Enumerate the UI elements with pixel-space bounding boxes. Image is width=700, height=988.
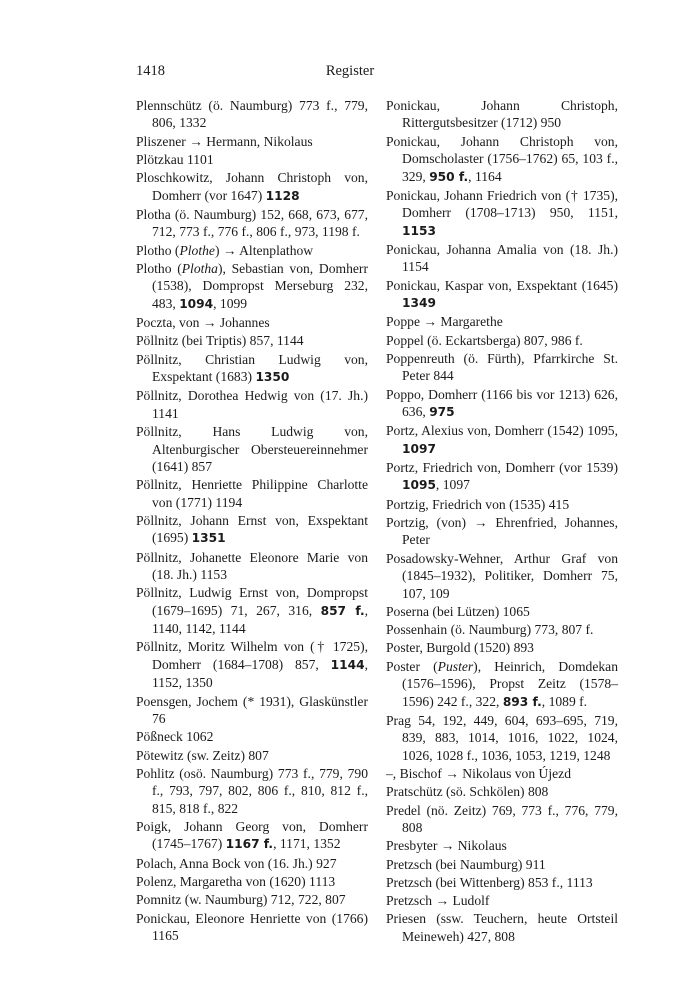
bold-page-ref: 1351 <box>191 531 226 546</box>
entry-text: Pötewitz (sw. Zeitz) 807 <box>136 747 269 763</box>
entry-text: Polach, Anna Bock von (16. Jh.) 927 <box>136 855 337 871</box>
entry-text: Poster ( <box>386 658 438 674</box>
index-entry <box>386 313 618 330</box>
entry-text: Polenz, Margaretha von (1620) 1113 <box>136 873 336 889</box>
bold-page-ref: 1144 <box>330 657 365 672</box>
index-entry <box>386 97 618 132</box>
entry-text: Poppel (ö. Eckartsberga) 807, 986 f. <box>386 332 583 348</box>
bold-page-ref: 1349 <box>402 296 436 311</box>
entry-text: Poppe → Margarethe <box>386 314 503 330</box>
index-entry <box>386 658 618 711</box>
entry-text: Poserna (bei Lützen) 1065 <box>386 603 530 619</box>
index-entry <box>136 873 368 890</box>
index-entry <box>386 386 618 422</box>
index-entry <box>386 187 618 240</box>
entry-text: , 1152, 1350 <box>152 656 368 691</box>
index-entry <box>386 550 618 602</box>
index-entry <box>136 512 368 548</box>
entry-text: Ponickau, Kaspar von, Exspektant (1645) <box>386 277 618 293</box>
entry-text: Ponickau, Johann Friedrich von († 1735), Domherr (1708–1713) 950, 1151, <box>386 187 618 221</box>
index-entry <box>136 747 368 764</box>
page-header <box>136 63 564 81</box>
entry-text: Pöllnitz, Dorothea Hedwig von (17. Jh.) 1141 <box>136 388 368 421</box>
entry-text: Plennschütz (ö. Naumburg) 773 f., 779, 806, 1332 <box>136 98 368 131</box>
index-entry <box>136 584 368 637</box>
bold-page-ref: 950 f. <box>429 169 469 184</box>
bold-page-ref: 1153 <box>402 223 436 238</box>
index-entry <box>136 351 368 387</box>
index-entry <box>136 638 368 691</box>
entry-text: Pöllnitz, Christian Ludwig von, Exspektant (1683) <box>136 351 368 385</box>
entry-text: Ploschkowitz, Johann Christoph von, Domherr (vor 1647) <box>136 170 368 203</box>
entry-text: Presbyter → Nikolaus <box>386 838 507 854</box>
page-number: 1418 <box>136 63 165 79</box>
entry-text: Pliszener → Hermann, Nikolaus <box>136 133 313 149</box>
entry-text: Pöllnitz, Johanette Eleonore Marie von (18. Jh.) 1153 <box>136 549 368 583</box>
index-entry <box>136 151 368 168</box>
entry-text: Plötzkau 1101 <box>136 152 214 167</box>
index-entry <box>136 423 368 475</box>
entry-text: Pöllnitz, Henriette Philippine Charlotte von (1771) 1194 <box>136 477 368 510</box>
index-entry <box>386 856 618 873</box>
index-entry <box>386 765 618 782</box>
bold-page-ref: 893 f. <box>502 694 542 709</box>
variant-name: Plothe <box>179 242 215 258</box>
entry-text: Poensgen, Jochem (* 1931), Glaskünstler 76 <box>136 693 368 726</box>
index-entry <box>386 241 618 276</box>
entry-text: ), Heinrich, Domdekan (1576–1596), Propst Zeitz (1578–1596) 242 f., 322, <box>402 658 618 709</box>
index-entry <box>386 332 618 349</box>
index-entry <box>386 496 618 513</box>
index-entry <box>136 891 368 908</box>
entry-text: Pretzsch (bei Wittenberg) 853 f., 1113 <box>386 874 593 890</box>
index-entry <box>136 242 368 259</box>
index-entry <box>136 169 368 205</box>
entry-text: Poczta, von → Johannes <box>136 315 270 331</box>
entry-text: Poppo, Domherr (1166 bis vor 1213) 626, 636, <box>386 386 618 420</box>
index-entry <box>136 818 368 854</box>
bold-page-ref: 1094 <box>179 296 214 311</box>
entry-text: Plotho ( <box>136 261 182 276</box>
entry-text: Pöllnitz, Hans Ludwig von, Altenburgischer Obersteuereinnehmer (1641) 857 <box>136 424 368 474</box>
entry-text: Prag 54, 192, 449, 604, 693–695, 719, 839, 883, 1014, 1016, 1022, 1024, 1026, 1028 f., 1036, 1053, 1219, 1248 <box>386 712 618 763</box>
bold-page-ref: 1128 <box>265 188 300 203</box>
entry-text: Ponickau, Johanna Amalia von (18. Jh.) 1154 <box>386 241 618 275</box>
index-entry <box>386 892 618 909</box>
bold-page-ref: 1097 <box>402 441 436 456</box>
bold-page-ref: 1095 <box>402 478 436 493</box>
index-entry <box>136 133 368 150</box>
index-entry <box>136 314 368 331</box>
variant-name: Puster <box>437 658 474 674</box>
bold-page-ref: 975 <box>429 405 455 420</box>
entry-text: Priesen (ssw. Teuchern, heute Ortsteil Meineweh) 427, 808 <box>386 911 618 944</box>
variant-name: Plotha <box>181 261 218 276</box>
index-entry <box>386 133 618 186</box>
index-entry <box>136 549 368 584</box>
entry-text: ), Sebastian von, Domherr (1538), Dompropst Merseburg 232, 483, <box>152 261 368 311</box>
index-entry <box>386 874 618 891</box>
entry-text: –, Bischof → Nikolaus von Újezd <box>386 765 572 781</box>
entry-text: Ponickau, Eleonore Henriette von (1766) 1165 <box>136 910 368 943</box>
index-entry <box>386 422 618 458</box>
index-entry <box>386 514 618 549</box>
entry-text: Pretzsch → Ludolf <box>386 893 490 909</box>
entry-text: , 1140, 1142, 1144 <box>152 602 368 637</box>
index-entry <box>136 476 368 511</box>
entry-text: Ponickau, Johann Christoph, Rittergutsbesitzer (1712) 950 <box>386 98 618 131</box>
index-entry <box>136 855 368 872</box>
index-entry <box>386 603 618 620</box>
index-entry <box>386 783 618 800</box>
bold-page-ref: 1167 f. <box>225 837 274 852</box>
entry-text: Predel (nö. Zeitz) 769, 773 f., 776, 779, 808 <box>386 802 618 835</box>
index-entry <box>136 332 368 349</box>
bold-page-ref: 1350 <box>255 370 290 385</box>
index-entry <box>386 802 618 837</box>
entry-text: Possenhain (ö. Naumburg) 773, 807 f. <box>386 622 594 638</box>
index-entry <box>136 693 368 728</box>
entry-text: Pößneck 1062 <box>136 729 214 745</box>
entry-text: Pöllnitz, Ludwig Ernst von, Dompropst (1679–1695) 71, 267, 316, <box>136 585 368 618</box>
entry-text: Poster, Burgold (1520) 893 <box>386 640 534 656</box>
entry-text: Posadowsky-Wehner, Arthur Graf von (1845–1932), Politiker, Domherr 75, 107, 109 <box>386 550 618 601</box>
entry-text: Portz, Friedrich von, Domherr (vor 1539) <box>386 460 618 476</box>
index-entry <box>386 277 618 313</box>
index-entry <box>136 728 368 745</box>
entry-text: , 1164 <box>468 168 502 184</box>
entry-text: Poigk, Johann Georg von, Domherr (1745–1767) <box>136 818 368 852</box>
index-entry <box>136 910 368 945</box>
index-entry <box>136 97 368 132</box>
index-entry <box>386 350 618 385</box>
entry-text: Pöllnitz, Moritz Wilhelm von († 1725), Domherr (1684–1708) 857, <box>136 639 368 672</box>
index-entry <box>386 837 618 854</box>
entry-text: Portzig, Friedrich von (1535) 415 <box>386 496 570 512</box>
entry-text: Portzig, (von) → Ehrenfried, Johannes, Peter <box>386 515 618 548</box>
entry-text: Pöllnitz (bei Triptis) 857, 1144 <box>136 333 304 349</box>
entry-text: , 1089 f. <box>541 693 588 709</box>
index-entry <box>136 260 368 313</box>
entry-text: Pratschütz (sö. Schkölen) 808 <box>386 784 549 800</box>
entry-text: Plotha (ö. Naumburg) 152, 668, 673, 677, 712, 773 f., 776 f., 806 f., 973, 1198 f. <box>136 207 368 240</box>
index-entry <box>386 712 618 764</box>
bold-page-ref: 857 f. <box>320 603 365 618</box>
index-entry <box>386 621 618 638</box>
entry-text: Plotho ( <box>136 242 180 258</box>
entry-text: Poppenreuth (ö. Fürth), Pfarrkirche St. Peter 844 <box>386 350 618 384</box>
entry-text: , 1099 <box>213 295 248 311</box>
index-entry <box>136 765 368 817</box>
entry-text: Pöllnitz, Johann Ernst von, Exspektant (1695) <box>136 512 368 546</box>
entry-text: Ponickau, Johann Christoph von, Domscholaster (1756–1762) 65, 103 f., 329, <box>386 133 618 184</box>
index-entry <box>386 459 618 495</box>
index-column-right <box>386 97 618 946</box>
entry-text: Pohlitz (osö. Naumburg) 773 f., 779, 790 f., 793, 797, 802, 806 f., 810, 812 f., 815, 818 f., 822 <box>136 765 368 816</box>
entry-text: , 1171, 1352 <box>273 836 341 852</box>
entry-text: ) → Altenplathow <box>214 242 314 258</box>
entry-text: Pretzsch (bei Naumburg) 911 <box>386 856 546 872</box>
running-head: Register <box>325 63 375 79</box>
index-entry <box>386 910 618 945</box>
index-column-left <box>136 97 368 945</box>
entry-text: Portz, Alexius von, Domherr (1542) 1095, <box>386 423 618 439</box>
index-entry <box>136 387 368 422</box>
entry-text: Pomnitz (w. Naumburg) 712, 722, 807 <box>136 892 346 908</box>
index-entry <box>386 639 618 656</box>
index-entry <box>136 206 368 241</box>
entry-text: , 1097 <box>435 477 470 493</box>
